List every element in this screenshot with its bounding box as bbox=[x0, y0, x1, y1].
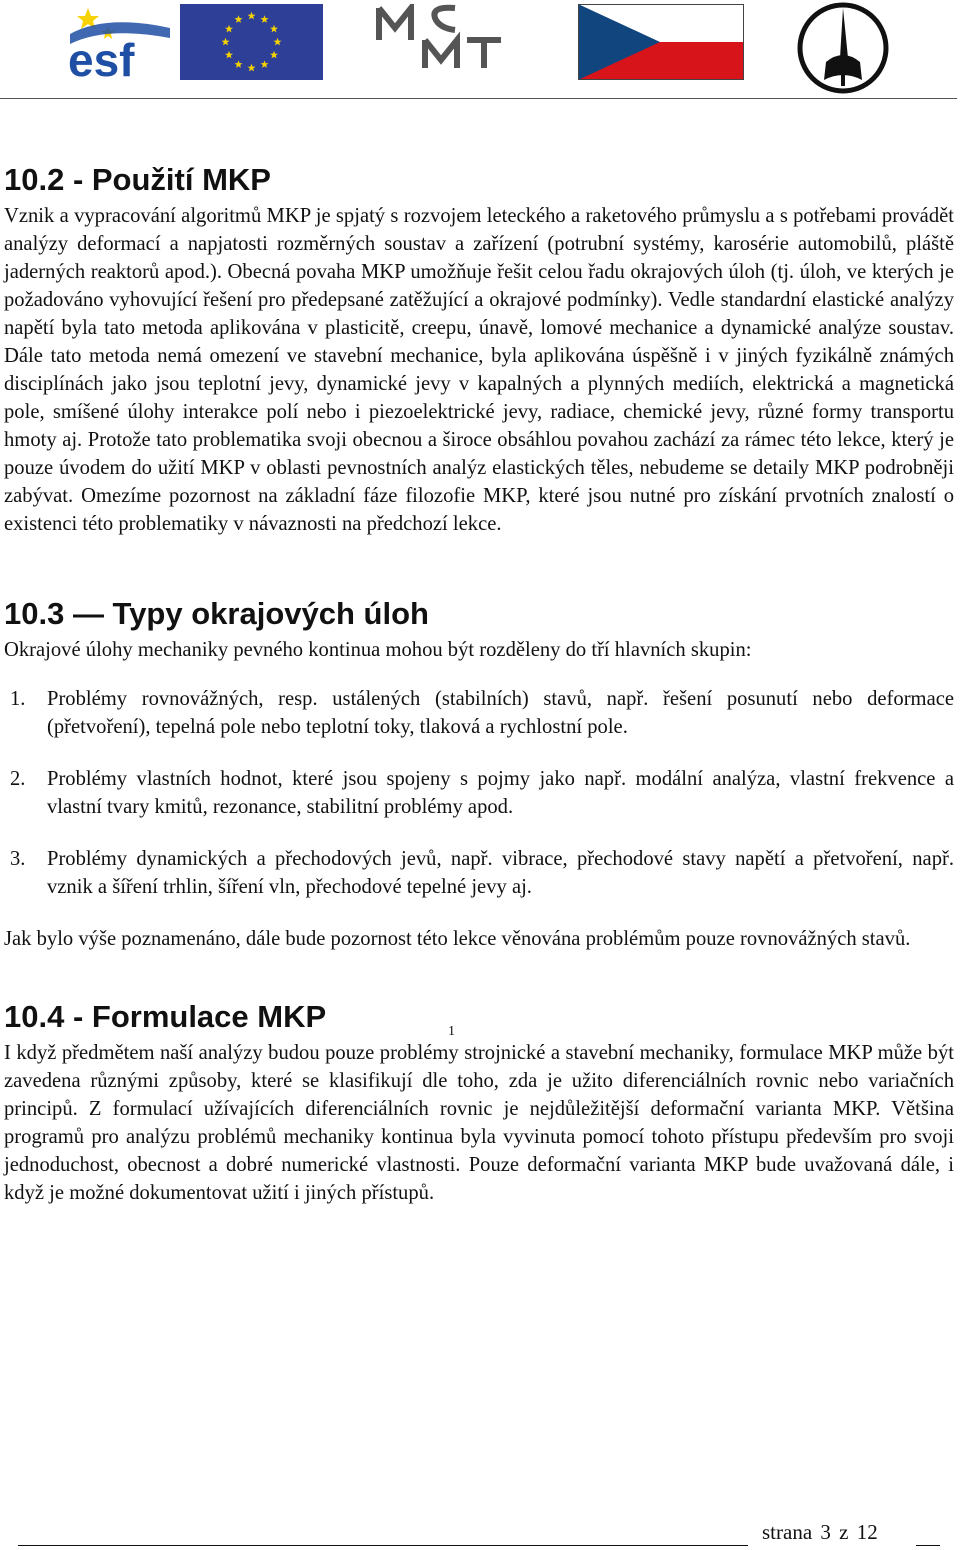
paragraph: Vznik a vypracování algoritmů MKP je spjatý s rozvojem leteckého a raketového průmyslu a s potřebami provádět analýzy deformací a napjatosti rozměrných soustav a zařízení (potrubní systémy, karosérie automobilů, pláště jaderných reaktorů apod.). Obecná povaha MKP umožňuje řešit celou řadu okrajových úloh (tj. úloh, ve kterých je požadováno vyhovující řešení pro předepsané zatěžující a okrajové podmínky). Vedle standardní elastické analýzy napětí byla tato metoda aplikována v plasticitě, creepu, únavě, lomové mechanice a dynamické analýze soustav. Dále tato metoda nemá omezení ve stavební mechanice, byla aplikována úspěšně i v jiných fyzikálně známých disciplínách jako jsou teplotní jevy, dynamické jevy v kapalných a plynných mediích, elektrická a magnetická pole, smíšené úlohy interakce polí nebo i piezoelektrické jevy, radiace, chemické jevy, různé formy transportu hmoty aj. Protože tato problematika svoji obecnou a široce obsáhlou povahou zachází za rámec této lekce, který je pouze úvodem do užití MKP v oblasti pevnostních analýz elastických těles, nebudeme se detaily MKP podrobněji zabývat. Omezíme pozornost na základní fáze filozofie MKP, které jsou nutné pro získání prvotních znalostí o existenci této problematiky v návaznosti na předchozí lekce. bbox=[4, 205, 954, 535]
esf-logo-icon bbox=[66, 4, 174, 80]
section-heading-10-3: 10.3 — Typy okrajových úloh bbox=[4, 596, 429, 631]
esf-logo-text: esf bbox=[68, 34, 135, 80]
section-heading-10-4: 10.4 - Formulace MKP bbox=[4, 999, 327, 1034]
page-header bbox=[0, 0, 960, 100]
page-number: strana 3 z 12 bbox=[762, 1520, 878, 1544]
section-heading-10-2: 10.2 - Použití MKP bbox=[4, 162, 271, 197]
document-body bbox=[4, 158, 954, 1207]
list-number: 2. bbox=[10, 768, 26, 790]
paragraph: I když předmětem naší analýzy budou pouze problémy strojnické a stavební mechaniky, formulace MKP může být zavedena různými způsoby, které se klasifikují dle toho, zda je užito diferenciálních rovnic nebo variačních principů. Z formulací užívajících diferenciálních rovnic je nejdůležitější deformační varianta MKP. Většina programů pro analýzu problémů mechaniky kontinua byla vyvinuta pomocí tohoto přístupu především pro svoji jednoduchost, obecnost a dobré numerické vlastnosti. Pouze deformační varianta MKP bude uvažovaná dále, i když je možné dokumentovat užití i jiných přístupů. bbox=[4, 1042, 954, 1204]
list-number: 1. bbox=[10, 688, 26, 710]
eu-flag-icon bbox=[180, 4, 323, 80]
list-item bbox=[4, 845, 954, 901]
list-item bbox=[4, 685, 954, 741]
czech-flag-icon bbox=[578, 4, 744, 80]
list-number: 3. bbox=[10, 848, 26, 870]
list-item-text: Problémy dynamických a přechodových jevů, např. vibrace, přechodové stavy napětí a přetvoření, např. vznik a šíření trhlin, šíření vln, přechodové tepelné jevy aj. bbox=[47, 848, 954, 898]
list-item-text: Problémy rovnovážných, resp. ustálených (stabilních) stavů, např. řešení posunutí nebo deformace (přetvoření), tepelná pole nebo teplotní toky, tlaková a rychlostní pole. bbox=[47, 688, 954, 738]
footer-rule-right bbox=[916, 1545, 940, 1546]
section-outro: Jak bylo výše poznamenáno, dále bude pozornost této lekce věnována problémům pouze rovnovážných stavů. bbox=[4, 928, 911, 950]
msmt-logo-text: MŠMT bbox=[375, 4, 378, 5]
section-intro: Okrajové úlohy mechaniky pevného kontinua mohou být rozděleny do tří hlavních skupin: bbox=[4, 639, 752, 661]
list-item-text: Problémy vlastních hodnot, které jsou spojeny s pojmy jako např. modální analýza, vlastní frekvence a vlastní tvary kmitů, rezonance, stabilitní problémy apod. bbox=[47, 768, 954, 818]
msmt-logo-icon bbox=[375, 4, 505, 72]
problem-types-list bbox=[4, 685, 954, 901]
page-footer bbox=[18, 1518, 940, 1550]
university-emblem-icon bbox=[796, 0, 890, 96]
header-divider bbox=[0, 98, 957, 99]
footnote-marker: 1 bbox=[448, 1024, 455, 1039]
footer-rule-left bbox=[18, 1545, 748, 1546]
list-item bbox=[4, 765, 954, 821]
